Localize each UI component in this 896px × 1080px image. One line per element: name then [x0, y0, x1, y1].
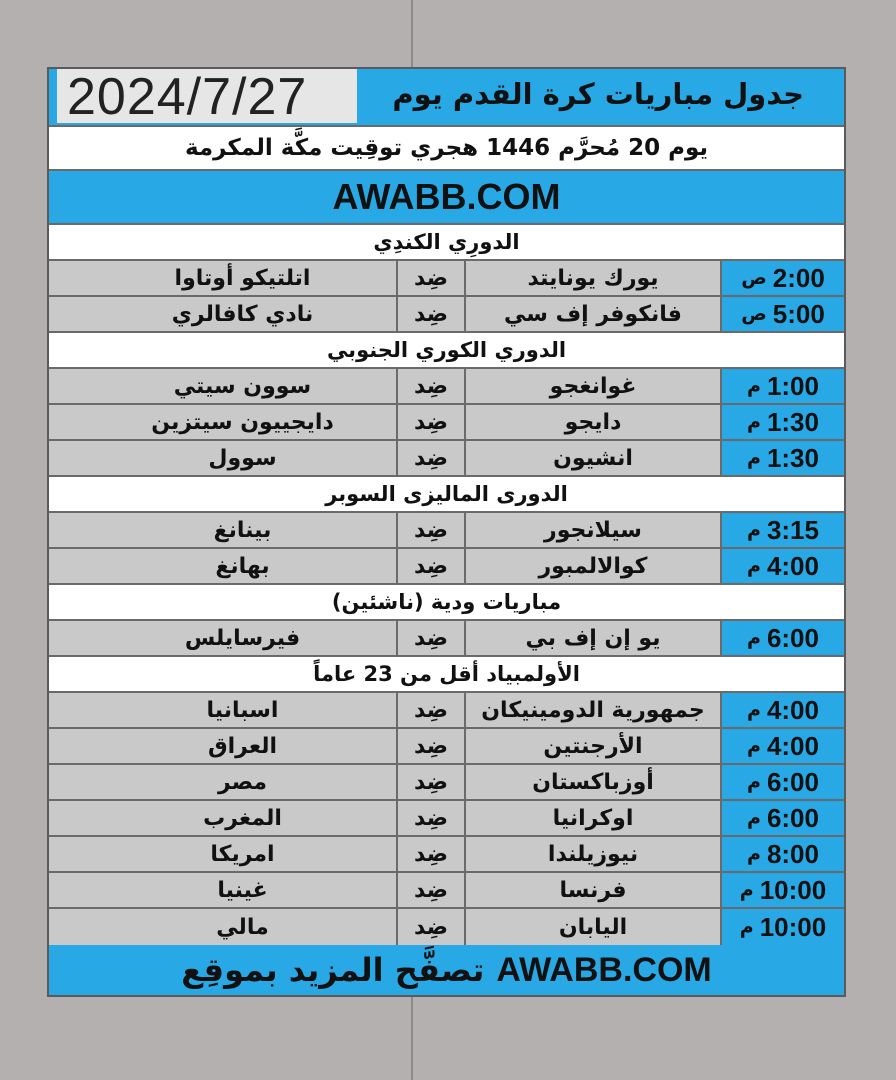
- vs-label: ضِد: [396, 729, 464, 763]
- vs-label: ضِد: [396, 369, 464, 403]
- home-team: اوكرانيا: [464, 801, 720, 835]
- match-row: [49, 549, 844, 585]
- home-team: فرنسا: [464, 873, 720, 907]
- time-period: م: [739, 916, 754, 938]
- match-time: [720, 513, 844, 547]
- home-team: غوانغجو: [464, 369, 720, 403]
- match-row: [49, 441, 844, 477]
- match-time: [720, 441, 844, 475]
- away-team: المغرب: [203, 805, 282, 831]
- away-team: نادي كافالري: [171, 301, 314, 327]
- league-header: [49, 225, 844, 261]
- match-time: [720, 621, 844, 655]
- footer-row: [49, 945, 844, 995]
- league-name: مباريات ودية (ناشئين): [331, 590, 562, 614]
- time-value: 1:30: [766, 442, 819, 473]
- page-title: جدول مباريات كرة القدم يوم: [392, 77, 804, 111]
- site-banner-row: [49, 171, 844, 225]
- home-team: يورك يونايتد: [464, 261, 720, 295]
- vs-label: ضِد: [396, 693, 464, 727]
- home-team: سيلانجور: [464, 513, 720, 547]
- match-row: [49, 261, 844, 297]
- time-value: 8:00: [766, 838, 819, 869]
- time-value: 6:00: [766, 622, 819, 653]
- match-time: [720, 801, 844, 835]
- league-name: الدورى الماليزى السوبر: [325, 482, 568, 506]
- match-row: [49, 909, 844, 945]
- match-time: [720, 693, 844, 727]
- away-team: امريكا: [210, 841, 275, 867]
- away-team: مصر: [218, 769, 267, 795]
- match-row: [49, 297, 844, 333]
- time-value: 4:00: [766, 550, 819, 581]
- match-time: [720, 765, 844, 799]
- away-team: غينيا: [217, 877, 268, 903]
- home-team: نيوزيلندا: [464, 837, 720, 871]
- match-row: [49, 621, 844, 657]
- league-header: [49, 333, 844, 369]
- time-value: 2:00: [772, 262, 825, 293]
- time-period: م: [747, 375, 761, 397]
- match-time: [720, 369, 844, 403]
- time-value: 6:00: [766, 766, 819, 797]
- league-name: الدوري الكوري الجنوبي: [326, 338, 567, 362]
- league-name: الدورِي الكندِي: [373, 230, 520, 254]
- match-row: [49, 837, 844, 873]
- vs-label: ضِد: [396, 549, 464, 583]
- home-team: يو إن إف بي: [464, 621, 720, 655]
- home-team: انشيون: [464, 441, 720, 475]
- hijri-date: يوم 20 مُحرَّم 1446 هجري توقِيت مكَّة المكرمة: [184, 135, 709, 161]
- match-time: [720, 549, 844, 583]
- match-time: [720, 297, 844, 331]
- time-period: م: [747, 411, 761, 433]
- vs-label: ضِد: [396, 261, 464, 295]
- match-time: [720, 261, 844, 295]
- away-team: فيرسايلس: [184, 625, 301, 651]
- time-value: 1:30: [766, 406, 819, 437]
- match-row: [49, 729, 844, 765]
- footer-site: AWABB.COM: [496, 950, 712, 989]
- match-row: [49, 873, 844, 909]
- time-period: م: [747, 699, 761, 721]
- league-name: الأولمبياد أقل من 23 عاماً: [313, 662, 580, 686]
- away-team: دايجييون سيتزين: [151, 409, 334, 435]
- time-period: ص: [741, 267, 767, 289]
- match-time: [720, 837, 844, 871]
- vs-label: ضِد: [396, 405, 464, 439]
- match-row: [49, 513, 844, 549]
- away-team: اسبانيا: [206, 697, 279, 723]
- time-period: م: [747, 735, 761, 757]
- away-team: بهانغ: [215, 553, 270, 579]
- vs-label: ضِد: [396, 765, 464, 799]
- hijri-date-row: [49, 127, 844, 171]
- time-period: ص: [741, 303, 767, 325]
- away-team: مالي: [216, 914, 269, 940]
- time-period: م: [747, 519, 761, 541]
- vs-label: ضِد: [396, 441, 464, 475]
- time-period: م: [747, 627, 761, 649]
- match-row: [49, 405, 844, 441]
- away-team: سوول: [208, 445, 277, 471]
- time-value: 10:00: [759, 911, 827, 942]
- home-team: جمهورية الدومينيكان: [464, 693, 720, 727]
- away-team: بينانغ: [213, 517, 272, 543]
- match-time: [720, 729, 844, 763]
- time-period: م: [747, 771, 761, 793]
- match-time: [720, 873, 844, 907]
- time-period: م: [747, 807, 761, 829]
- match-row: [49, 693, 844, 729]
- time-value: 5:00: [772, 298, 825, 329]
- title-row: [49, 69, 844, 127]
- away-team: اتلتيكو أوتاوا: [174, 265, 311, 291]
- league-header: [49, 657, 844, 693]
- date-label: 2024/7/27: [57, 69, 357, 123]
- time-period: م: [747, 447, 761, 469]
- site-name: AWABB.COM: [332, 176, 561, 217]
- vs-label: ضِد: [396, 621, 464, 655]
- home-team: اليابان: [464, 909, 720, 945]
- home-team: أوزباكستان: [464, 765, 720, 799]
- match-time: [720, 909, 844, 945]
- footer-text: تصفَّح المزيد بموقِع: [181, 951, 485, 989]
- time-period: م: [739, 879, 754, 901]
- leagues-container: [49, 225, 844, 945]
- time-period: م: [747, 843, 761, 865]
- schedule-table: [47, 67, 846, 997]
- vs-label: ضِد: [396, 297, 464, 331]
- home-team: دايجو: [464, 405, 720, 439]
- time-value: 4:00: [766, 730, 819, 761]
- league-header: [49, 477, 844, 513]
- away-team: سوون سيتي: [173, 373, 312, 399]
- league-header: [49, 585, 844, 621]
- vs-label: ضِد: [396, 909, 464, 945]
- home-team: كوالالمبور: [464, 549, 720, 583]
- match-row: [49, 765, 844, 801]
- away-team: العراق: [207, 733, 278, 759]
- time-value: 1:00: [766, 370, 819, 401]
- match-time: [720, 405, 844, 439]
- vs-label: ضِد: [396, 837, 464, 871]
- time-value: 4:00: [766, 694, 819, 725]
- time-period: م: [747, 555, 761, 577]
- match-row: [49, 369, 844, 405]
- vs-label: ضِد: [396, 873, 464, 907]
- time-value: 6:00: [766, 802, 819, 833]
- time-value: 3:15: [766, 514, 819, 545]
- home-team: فانكوفر إف سي: [464, 297, 720, 331]
- vs-label: ضِد: [396, 513, 464, 547]
- home-team: الأرجنتين: [464, 729, 720, 763]
- vs-label: ضِد: [396, 801, 464, 835]
- match-row: [49, 801, 844, 837]
- time-value: 10:00: [759, 874, 827, 905]
